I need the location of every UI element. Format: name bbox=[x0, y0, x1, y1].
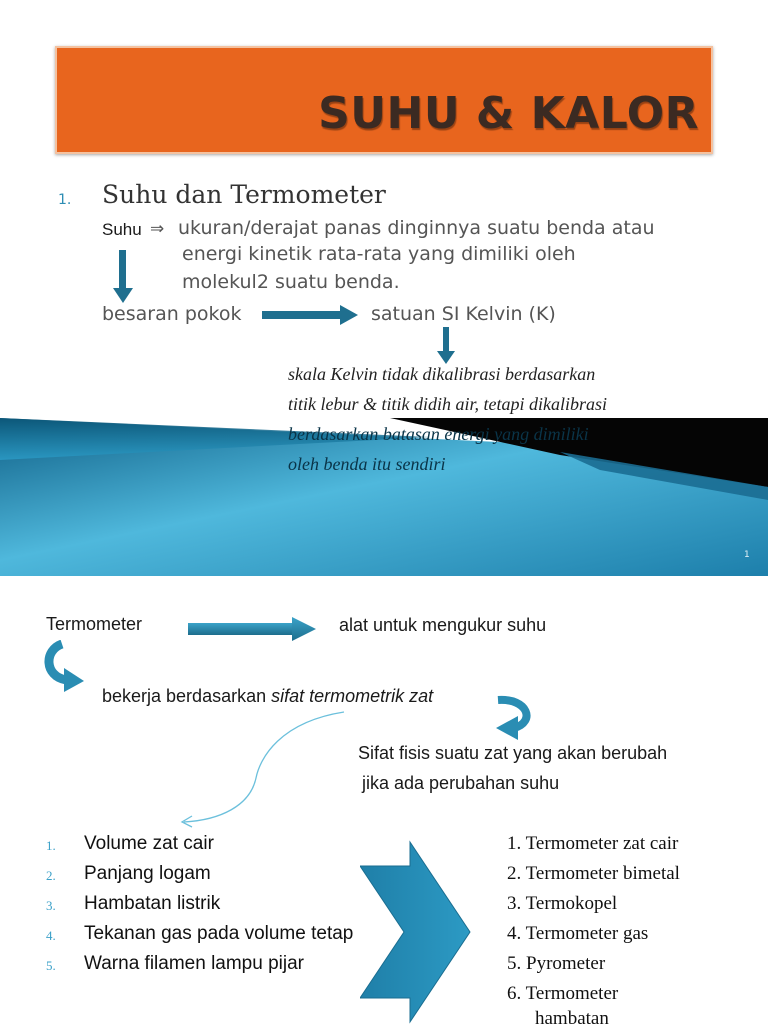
list-item: 1. Termometer zat cair bbox=[507, 833, 679, 854]
note-line-2: titik lebur & titik didih air, tetapi dikalibrasi bbox=[288, 394, 607, 414]
page-number: 1 bbox=[744, 550, 750, 560]
list-number: 2. bbox=[46, 868, 56, 883]
section-heading: Suhu dan Termometer bbox=[102, 180, 386, 209]
arrow-down-icon bbox=[437, 327, 455, 365]
bekerja-text: bekerja berdasarkan sifat termometrik zat bbox=[102, 686, 434, 706]
note-line-1: skala Kelvin tidak dikalibrasi berdasarkan bbox=[288, 364, 596, 384]
slide-2 bbox=[0, 576, 768, 1024]
curved-arrow-icon bbox=[40, 640, 90, 694]
list-number: 1. bbox=[46, 838, 56, 853]
list-item: 2. Termometer bimetal bbox=[507, 863, 680, 884]
slide-title: SUHU & KALOR bbox=[318, 88, 699, 139]
list-item: Volume zat cair bbox=[84, 833, 214, 854]
arrow-right-icon bbox=[262, 305, 358, 325]
list-item: 4. Termometer gas bbox=[507, 923, 649, 944]
list-item: 5. Pyrometer bbox=[507, 953, 606, 974]
definition-line-1: ukuran/derajat panas dinginnya suatu benda atau bbox=[178, 217, 655, 239]
suhu-label: Suhu bbox=[102, 220, 142, 239]
satuan-si: satuan SI Kelvin (K) bbox=[371, 303, 556, 325]
list-item: 3. Termokopel bbox=[507, 893, 618, 914]
list-item: Panjang logam bbox=[84, 863, 211, 884]
list-number: 5. bbox=[46, 958, 56, 973]
title-banner bbox=[55, 46, 713, 154]
sifat-line-2: jika ada perubahan suhu bbox=[362, 773, 560, 793]
definition-line-3: molekul2 suatu benda. bbox=[182, 271, 400, 293]
sifat-line-1: Sifat fisis suatu zat yang akan berubah bbox=[358, 743, 668, 763]
arrow-down-icon bbox=[112, 250, 134, 304]
note-line-3: berdasarkan batasan energi yang dimiliki bbox=[288, 424, 589, 444]
chevron-arrow-icon bbox=[360, 838, 472, 1024]
list-item: Tekanan gas pada volume tetap bbox=[84, 923, 354, 944]
definition-text: alat untuk mengukur suhu bbox=[339, 615, 547, 635]
list-number: 4. bbox=[46, 928, 56, 943]
arrow-right-icon bbox=[188, 617, 316, 641]
list-item: 6. Termometer bbox=[507, 983, 619, 1004]
termometer-label: Termometer bbox=[46, 614, 143, 634]
definition-line-2: energi kinetik rata-rata yang dimiliki oleh bbox=[182, 243, 576, 265]
curved-arrow-icon bbox=[492, 692, 542, 742]
list-item: Warna filamen lampu pijar bbox=[84, 953, 304, 974]
besaran-pokok: besaran pokok bbox=[102, 303, 242, 325]
implies-symbol: ⇒ bbox=[150, 219, 165, 239]
list-number: 1. bbox=[58, 192, 72, 208]
list-item: hambatan bbox=[535, 1008, 609, 1024]
connector-line bbox=[170, 708, 350, 828]
note-line-4: oleh benda itu sendiri bbox=[288, 454, 446, 474]
list-number: 3. bbox=[46, 898, 56, 913]
list-item: Hambatan listrik bbox=[84, 893, 221, 914]
